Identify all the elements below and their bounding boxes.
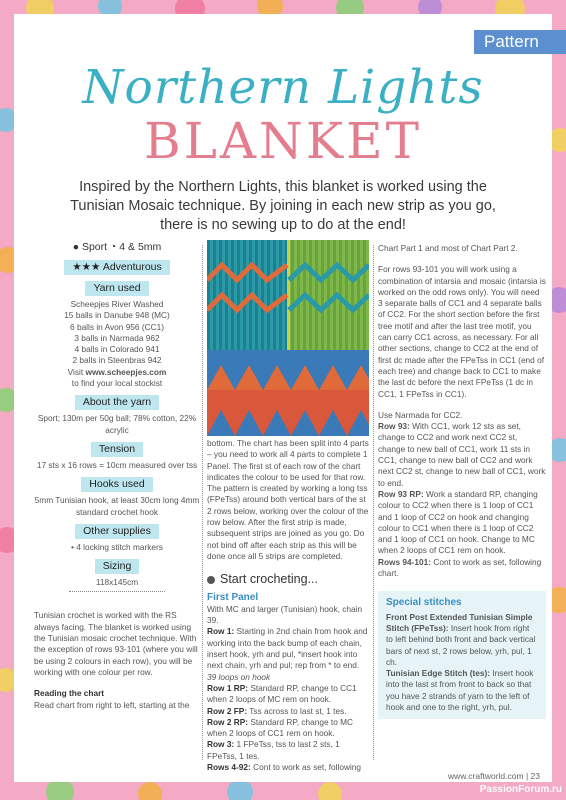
yarn-line: 6 balls in Avon 956 (CC1) xyxy=(70,321,164,332)
dotted-divider xyxy=(69,591,165,592)
stitch-name: Front Post Extended Tunisian Simple Stitch (FPeTss): xyxy=(386,611,533,633)
reading-chart-text: Read chart from right to left, starting at the xyxy=(34,699,190,710)
section-tab: Pattern xyxy=(474,30,566,54)
middle-column xyxy=(207,438,370,773)
watermark: PassionForum.ru xyxy=(479,784,562,795)
hooks-used-heading: Hooks used xyxy=(81,477,152,492)
title-line-2: BLANKET xyxy=(143,112,422,170)
right-column xyxy=(378,243,546,719)
row-note: 39 loops on hook xyxy=(207,671,271,682)
row-label: Rows 94-101: xyxy=(378,556,432,567)
pattern-row xyxy=(207,706,370,717)
right-paragraph: Use Narmada for CC2. xyxy=(378,409,463,420)
about-yarn-heading: About the yarn xyxy=(75,395,159,410)
scheepjes-link[interactable]: www.scheepjes.com xyxy=(85,366,167,377)
title-line-1: Northern Lights xyxy=(82,60,484,115)
level-stars: ★★★ xyxy=(72,261,101,273)
intro-text: Inspired by the Northern Lights, this blanket is worked using the Tunisian Mosaic technique. By joining in each new strip as you go, there is no sewing up to do at the end! xyxy=(70,179,496,233)
page-number: 23 xyxy=(530,771,540,781)
yarn-line: Scheepjes River Washed xyxy=(70,299,164,309)
row-label: Row 1: xyxy=(207,626,235,637)
pattern-row xyxy=(207,626,370,682)
row-label: Row 1 RP: xyxy=(207,682,249,693)
stitch-name: Tunisian Edge Stitch (tes): xyxy=(386,668,491,679)
yarn-line: 2 balls in Steenbras 942 xyxy=(72,355,162,366)
start-crocheting-label: Start crocheting... xyxy=(220,572,318,587)
row-text: Starting in 2nd chain from hook and working into the back bump of each chain, insert hook, yrh and pul, *insert hook into next chain, yrh and pul; rep from * to end. xyxy=(207,626,368,671)
row-text: Standard RP, change to CC1 when 2 loops of MC rem on hook. xyxy=(207,682,357,705)
about-yarn-text: Sport; 130m per 50g ball; 78% cotton, 22% acrylic xyxy=(37,413,197,435)
row-text: Tss across to last st, 1 tes. xyxy=(249,705,347,716)
row-label: Row 93 RP: xyxy=(378,488,424,499)
other-supplies-text: • 4 locking stitch markers xyxy=(71,541,163,552)
start-crocheting-heading xyxy=(207,574,370,585)
reading-chart-continued: bottom. The chart has been split into 4 parts – you need to work all 4 parts to complete 1 Panel. The first st of each row of the chart indicates the colour to be used for that row. The pattern is created by working a long tss (FPeTss) around both vertical bars of the st 2 rows below, working over the colour of the row below. After the first strip is made, subsequent strips are joined as you go. Do not bind off after each strip as this will be done once all 5 strips are completed. xyxy=(207,438,369,561)
yarn-used-list xyxy=(34,299,200,389)
visit-prefix: Visit xyxy=(67,366,86,377)
left-column xyxy=(34,240,200,711)
info-weight-hook xyxy=(34,240,200,254)
yarn-line: 15 balls in Danube 948 (MC) xyxy=(64,310,170,321)
page-footer xyxy=(444,770,544,782)
pattern-row xyxy=(207,683,370,706)
blanket-photo xyxy=(207,240,369,436)
hook-size: 4 & 5mm xyxy=(119,241,162,253)
first-panel-intro: With MC and larger (Tunisian) hook, chain 39. xyxy=(207,603,363,626)
pattern-row xyxy=(378,557,546,580)
row-text: Cont to work as set, following chart. xyxy=(378,556,542,579)
pattern-row xyxy=(378,421,546,489)
pattern-row xyxy=(207,762,370,773)
tension-heading: Tension xyxy=(91,442,143,457)
stitch-text: Insert hook into the last st from front to back so that you have 2 strands of yarn to the left of hook and one to the right, yrh, pul. xyxy=(386,668,534,712)
sizing-text: 118x145cm xyxy=(95,577,139,588)
special-stitches-heading: Special stitches xyxy=(386,597,462,609)
pattern-row xyxy=(207,739,370,762)
stockist-text: to find your local stockist xyxy=(71,378,163,389)
hooks-used-text: 5mm Tunisian hook, at least 30cm long 4mm standard crochet hook xyxy=(34,495,200,517)
row-text: Standard RP, change to MC when 2 loops of CC1 rem on hook. xyxy=(207,716,354,739)
sizing-heading: Sizing xyxy=(95,559,140,574)
level-label: Adventurous xyxy=(102,261,162,273)
yarn-used-heading: Yarn used xyxy=(85,281,148,296)
row-label: Rows 4-92: xyxy=(207,762,251,773)
hook-icon: ◔ xyxy=(110,241,117,253)
yarn-ball-icon: ● xyxy=(72,241,80,253)
row-text: With CC1, work 12 sts as set, change to CC2 and work next CC2 st, change to new ball of CC1, work 11 sts in CC1, change to new ball of CC2 and work next CC2 st, change to new ball of CC1, work to end. xyxy=(378,421,546,488)
column-divider xyxy=(202,245,203,760)
column-divider xyxy=(373,245,374,760)
row-label: Row 2 RP: xyxy=(207,716,249,727)
footer-separator: | xyxy=(525,771,529,781)
footer-url[interactable]: www.craftworld.com xyxy=(447,771,524,781)
stitch-text: Insert hook from right to left behind both front and back vertical bars of next st, 2 rows below, yrh, pul, 1 ch. xyxy=(386,622,536,667)
stitch-definition xyxy=(386,668,538,713)
row-label: Row 2 FP: xyxy=(207,705,248,716)
row-text: 1 FPeTss, tss to last 2 sts, 1 FPeTss, 1 tes. xyxy=(207,739,340,761)
special-stitches-box xyxy=(378,591,546,719)
row-label: Row 3: xyxy=(207,739,235,750)
other-supplies-heading: Other supplies xyxy=(75,524,159,539)
yarn-line: 3 balls in Narmada 962 xyxy=(74,332,160,343)
right-paragraph: Chart Part 1 and most of Chart Part 2. xyxy=(378,243,518,253)
row-text: Cont to work as set, following xyxy=(253,762,362,773)
pattern-row xyxy=(207,717,370,740)
right-paragraph: For rows 93-101 you will work using a combination of intarsia and mosaic (intarsia is worked on the odd rows only). You will need 3 separate balls of CC1 and 4 separate balls of CC2. For the short section before the first tree motif and after the last tree motif, you can carry CC1 across, as necessary. For all other sections, change to CC2 at the end of first dc made after the FPeTss in CC1 (end of each tree) and change back to CC1 to make the last dc before the next FPeTss (1 dc in CC1, 1 FPeTss in CC1). xyxy=(378,264,546,399)
tension-text: 17 sts x 16 rows = 10cm measured over tss xyxy=(36,459,198,470)
level-badge xyxy=(64,260,170,275)
bullet-icon xyxy=(207,576,215,584)
stitch-definition xyxy=(386,612,538,668)
first-panel-heading: First Panel xyxy=(207,591,259,603)
reading-chart-heading: Reading the chart xyxy=(34,688,105,699)
yarn-line: 4 balls in Colorado 941 xyxy=(74,344,160,355)
row-label: Row 93: xyxy=(378,421,410,432)
yarn-weight: Sport xyxy=(81,241,108,253)
row-text: Work a standard RP, changing colour to CC2 when there is 1 loop of CC1 and 1 loop of CC2 on hook and changing colour to CC1 when there is 1 loop of CC2 and 1 loop of CC1 on hook. Change to MC when 2 loops of CC1 rem on hook. xyxy=(378,488,538,556)
pattern-row xyxy=(378,489,546,557)
left-body-paragraph: Tunisian crochet is worked with the RS always facing. The blanket is worked using the Tunisian mosaic crochet technique. With the exception of rows 93-101 (where you will be using 2 colours in each row), you will be working with one colour per row. xyxy=(34,610,198,677)
